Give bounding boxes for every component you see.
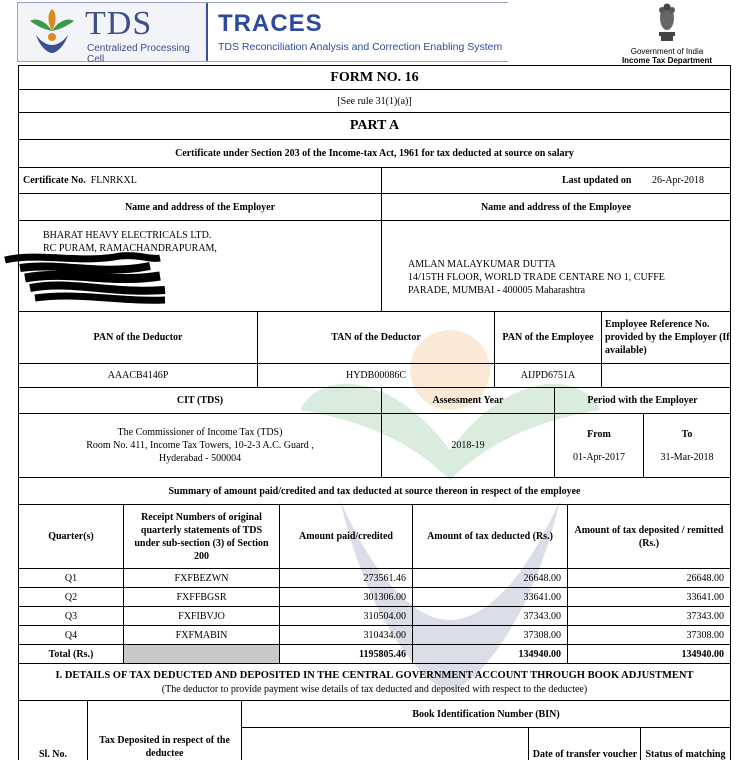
from-label: From (587, 428, 611, 440)
employee-reference-heading: Employee Reference No. provided by the Employer (If available) (601, 312, 730, 363)
to-cell (643, 414, 730, 477)
deducted-cell: 26648.00 (412, 569, 567, 587)
tds-logo-text: TDS (85, 5, 153, 42)
employer-address-line: RC PURAM, RAMACHANDRAPURAM, (43, 243, 217, 254)
names-heading-row (18, 193, 731, 220)
form-title: FORM NO. 16 (330, 69, 419, 85)
deposited-cell: 26648.00 (567, 569, 730, 587)
quarter-cell: Q2 (64, 591, 78, 603)
last-updated-label: Last updated on (562, 175, 632, 186)
tds-logo-subtitle: Centralized Processing Cell (87, 43, 190, 65)
quarter-cell: Q3 (64, 610, 78, 622)
employer-heading: Name and address of the Employer (124, 201, 276, 213)
traces-title: TRACES (218, 10, 323, 37)
to-label: To (681, 428, 693, 440)
to-date: 31-Mar-2018 (660, 451, 714, 463)
traces-subtitle: TDS Reconciliation Analysis and Correction Enabling System (218, 41, 503, 53)
national-emblem-icon (655, 2, 679, 42)
total-row (18, 644, 731, 663)
rule-reference: [See rule 31(1)(a)] (337, 95, 412, 107)
deducted-cell: 37308.00 (412, 626, 567, 644)
amount-cell: 301306.00 (279, 588, 412, 606)
pan-deductor-heading: PAN of the Deductor (93, 332, 183, 343)
cit-heading: CIT (TDS) (176, 395, 224, 406)
period-heading: Period with the Employer (554, 388, 730, 413)
certificate-cell (19, 168, 381, 193)
bin-heading: Book Identification Number (BIN) (412, 709, 560, 720)
traces-logo (206, 3, 509, 61)
quarter-column-heading: Quarter(s) (48, 531, 94, 542)
cit-row (18, 413, 731, 477)
summary-heading-row (18, 477, 731, 504)
employee-name: AMLAN MALAYKUMAR DUTTA (408, 259, 556, 270)
receipt-cell: FXFMABIN (123, 626, 279, 644)
section-1-heading: I. DETAILS OF TAX DEDUCTED AND DEPOSITED IN THE CENTRAL GOVERNMENT ACCOUNT THROUGH BOOK ADJUSTMENT (55, 669, 694, 681)
amount-column-heading: Amount paid/credited (279, 505, 412, 568)
amount-cell: 273561.46 (279, 569, 412, 587)
pan-deductor-value: AAACB4146P (107, 370, 169, 381)
date-transfer-heading: Date of transfer voucher (528, 728, 641, 760)
assessment-year-heading: Assessment Year (381, 388, 554, 413)
tds-emblem-icon (26, 7, 78, 57)
total-amount: 1195805.46 (279, 645, 412, 663)
last-updated-cell (381, 168, 730, 193)
table-row (18, 606, 731, 625)
from-cell (554, 414, 643, 477)
quarter-cell: Q4 (64, 629, 78, 641)
receipt-column-heading: Receipt Numbers of original quarterly statements of TDS under sub-section (3) of Section 200 (123, 505, 279, 568)
from-date: 01-Apr-2017 (572, 451, 625, 463)
assessment-year-value: 2018-19 (381, 414, 554, 477)
receipt-cell: FXFFBGSR (123, 588, 279, 606)
pan-employee-heading: PAN of the Employee (494, 312, 601, 363)
employee-heading: Name and address of the Employee (381, 194, 730, 220)
last-updated-date: 26-Apr-2018 (652, 175, 705, 186)
cit-line-3: Hyderabad - 500004 (158, 453, 242, 464)
deposited-cell: 33641.00 (567, 588, 730, 606)
table-row (18, 568, 731, 587)
employer-name: BHARAT HEAVY ELECTRICALS LTD. (43, 230, 212, 241)
total-label: Total (Rs.) (48, 648, 94, 660)
amount-cell: 310434.00 (279, 626, 412, 644)
section-1-columns-row (18, 700, 731, 760)
tax-deposited-respect-heading: Tax Deposited in respect of the deductee (87, 701, 241, 760)
pan-employee-value: AIJPD6751A (494, 364, 601, 387)
pan-tan-values-row (18, 363, 731, 387)
tan-deductor-value: HYDB00086C (257, 364, 494, 387)
bin-block (241, 701, 730, 760)
government-of-india-text: Government of India (630, 47, 704, 56)
receipt-cell: FXFIBVJO (123, 607, 279, 625)
employee-address-line-2: PARADE, MUMBAI - 400005 Maharashtra (408, 285, 586, 296)
section-1-heading-row (18, 663, 731, 700)
deducted-cell: 37343.00 (412, 607, 567, 625)
certificate-number: FLNRKXL (90, 175, 137, 186)
certificate-heading: Certificate under Section 203 of the Income-tax Act, 1961 for tax deducted at source on salary (175, 148, 574, 159)
employee-address (381, 221, 730, 311)
cit-address (19, 414, 381, 477)
summary-columns-row (18, 504, 731, 568)
total-deducted: 134940.00 (412, 645, 567, 663)
receipt-cell: FXFBEZWN (123, 569, 279, 587)
summary-heading: Summary of amount paid/credited and tax deducted at source thereon in respect of the employee (168, 485, 581, 497)
part-a-title: PART A (349, 118, 400, 133)
sl-no-heading: Sl. No. (38, 749, 68, 760)
employee-reference-value (601, 364, 730, 387)
deposited-cell: 37308.00 (567, 626, 730, 644)
tax-deducted-column-heading: Amount of tax deducted (Rs.) (412, 505, 567, 568)
form-title-row (18, 65, 731, 89)
certificate-heading-row (18, 139, 731, 167)
certificate-label: Certificate No. (23, 175, 86, 186)
status-matching-heading: Status of matching (640, 728, 730, 760)
rule-row (18, 89, 731, 112)
government-emblem-block (612, 2, 722, 65)
income-tax-department-text: Income Tax Department (621, 56, 713, 65)
form-16 (18, 65, 731, 760)
cit-heading-row (18, 387, 731, 413)
total-deposited: 134940.00 (567, 645, 730, 663)
tax-deposited-column-heading: Amount of tax deposited / remitted (Rs.) (567, 505, 730, 568)
table-row (18, 625, 731, 644)
cit-line-1: The Commissioner of Income Tax (TDS) (117, 427, 283, 438)
employee-address-line-1: 14/15TH FLOOR, WORLD TRADE CENTARE NO 1, CUFFE (408, 272, 665, 283)
page-header (0, 0, 750, 66)
section-1-heading-block (19, 664, 730, 700)
tds-banner (17, 2, 508, 65)
tan-deductor-heading: TAN of the Deductor (257, 312, 494, 363)
total-receipt-shaded (123, 645, 279, 663)
quarter-cell: Q1 (64, 572, 78, 584)
pan-tan-heading-row (18, 311, 731, 363)
redaction-scribble (0, 250, 170, 310)
amount-cell: 310504.00 (279, 607, 412, 625)
certificate-row (18, 167, 731, 193)
cit-line-2: Room No. 411, Income Tax Towers, 10-2-3 A.C. Guard , (86, 440, 314, 451)
deducted-cell: 33641.00 (412, 588, 567, 606)
table-row (18, 587, 731, 606)
deposited-cell: 37343.00 (567, 607, 730, 625)
tds-logo (18, 3, 204, 65)
section-1-subheading: (The deductor to provide payment wise details of tax deducted and deposited with respect to the deductee) (161, 683, 588, 695)
part-a-row (18, 112, 731, 139)
